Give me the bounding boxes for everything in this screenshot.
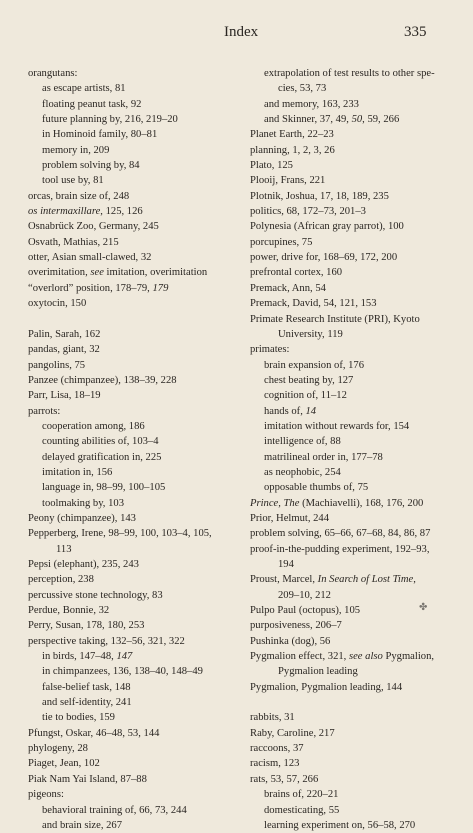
- italic-text: Prince, The: [250, 497, 300, 509]
- index-subentry: [250, 465, 458, 480]
- entry-text: toolmaking by, 103: [42, 497, 124, 509]
- index-entry: [28, 66, 234, 81]
- italic-text: 50: [351, 114, 363, 126]
- index-subentry: [250, 358, 458, 373]
- entry-text: and memory, 163, 233: [264, 98, 359, 110]
- index-entry: [28, 265, 234, 280]
- index-subentry: [28, 664, 234, 679]
- entry-text: University, 119: [278, 328, 343, 340]
- italic-text: In Search of Lost Time: [317, 574, 414, 586]
- entry-text: orcas, brain size of, 248: [28, 190, 130, 202]
- index-entry: [250, 158, 458, 173]
- index-subentry: [28, 710, 234, 725]
- entry-text: Pepsi (elephant), 235, 243: [28, 559, 139, 570]
- index-column-left: [28, 66, 234, 833]
- entry-text: racism, 123: [250, 758, 300, 770]
- entry-text: rats, 53, 57, 266: [250, 773, 319, 785]
- index-entry: [28, 250, 234, 265]
- entry-text: Primate Research Institute (PRI), Kyoto: [250, 313, 420, 325]
- entry-text: orangutans:: [28, 68, 78, 79]
- index-subentry: [250, 66, 458, 81]
- index-entry: [250, 235, 458, 250]
- index-entry: [28, 219, 234, 234]
- entry-text: Parr, Lisa, 18–19: [28, 390, 101, 402]
- entry-text: pigeons:: [28, 789, 64, 801]
- index-entry: [28, 741, 234, 756]
- entry-text: Pulpo Paul (octopus), 105: [250, 605, 361, 617]
- entry-text: , 59, 266: [362, 114, 400, 126]
- entry-text: counting abilities of, 103–4: [42, 436, 159, 448]
- index-entry: [28, 327, 234, 342]
- entry-text: brain expansion of, 176: [264, 359, 365, 371]
- index-entry: [28, 787, 234, 802]
- entry-text: Osnabrück Zoo, Germany, 245: [28, 221, 159, 233]
- running-header-title: Index: [224, 24, 259, 40]
- index-entry: [250, 680, 458, 695]
- entry-text: 209–10, 212: [278, 589, 331, 601]
- index-subentry: [28, 649, 234, 664]
- index-entry: [28, 204, 234, 219]
- index-entry: [250, 496, 458, 511]
- entry-text: in Hominoid family, 80–81: [42, 129, 158, 141]
- index-entry-continuation: [28, 542, 234, 557]
- entry-text: Plotnik, Joshua, 17, 18, 189, 235: [250, 190, 389, 202]
- entry-text: oxytocin, 150: [28, 298, 87, 310]
- index-subentry: [28, 450, 234, 465]
- entry-text: Raby, Caroline, 217: [250, 727, 335, 739]
- entry-text: prefrontal cortex, 160: [250, 267, 343, 279]
- index-entry-continuation: [250, 664, 458, 679]
- entry-text: politics, 68, 172–73, 201–3: [250, 206, 366, 218]
- index-entry: [250, 618, 458, 633]
- index-letter-gap: [250, 695, 458, 710]
- index-entry: [250, 710, 458, 725]
- entry-text: imitation in, 156: [42, 466, 113, 478]
- italic-text: see also: [348, 651, 383, 663]
- index-entry: [250, 127, 458, 142]
- index-entry: [250, 572, 458, 587]
- index-subentry: [28, 434, 234, 449]
- index-entry: [28, 235, 234, 250]
- entry-text: pangolins, 75: [28, 359, 86, 371]
- entry-text: primates:: [250, 344, 290, 356]
- entry-text: phylogeny, 28: [28, 743, 88, 755]
- entry-text: and self-identity, 241: [42, 697, 132, 709]
- index-entry: [250, 526, 458, 541]
- entry-text: Panzee (chimpanzee), 138–39, 228: [28, 374, 177, 386]
- index-subentry: [250, 480, 458, 495]
- italic-text: os intermaxillare: [28, 206, 101, 218]
- entry-text: Pepperberg, Irene, 98–99, 100, 103–4, 105,: [28, 528, 212, 540]
- entry-text: domesticating, 55: [264, 804, 340, 816]
- index-subentry: [28, 496, 234, 511]
- entry-text: chest beating by, 127: [264, 374, 354, 386]
- index-subentry: [28, 112, 234, 127]
- entry-text: Palin, Sarah, 162: [28, 328, 101, 340]
- index-entry-continuation: [250, 557, 458, 572]
- index-entry-continuation: [250, 588, 458, 603]
- index-entry: [250, 741, 458, 756]
- entry-text: delayed gratification in, 225: [42, 451, 162, 463]
- entry-text: otter, Asian small-clawed, 32: [28, 252, 152, 264]
- entry-text: false-belief task, 148: [42, 681, 131, 693]
- page-smudge-mark: ✤: [419, 602, 428, 613]
- index-subentry: [28, 127, 234, 142]
- index-entry: [28, 572, 234, 587]
- index-entry: [250, 143, 458, 158]
- index-entry: [250, 756, 458, 771]
- italic-text: 179: [152, 282, 169, 294]
- entry-text: overimitation,: [28, 267, 91, 279]
- entry-text: extrapolation of test results to other spe-: [264, 68, 435, 79]
- index-subentry: [250, 112, 458, 127]
- entry-text: as neophobic, 254: [264, 466, 341, 478]
- entry-text: Prior, Helmut, 244: [250, 512, 330, 524]
- entry-text: porcupines, 75: [250, 236, 313, 248]
- index-subentry: [250, 373, 458, 388]
- index-entry: [250, 173, 458, 188]
- entry-text: floating peanut task, 92: [42, 98, 142, 110]
- italic-text: 147: [116, 651, 133, 663]
- entry-text: Perdue, Bonnie, 32: [28, 605, 110, 617]
- index-subentry: [28, 818, 234, 833]
- entry-text: future planning by, 216, 219–20: [42, 114, 178, 126]
- entry-text: matrilineal order in, 177–78: [264, 451, 383, 463]
- entry-text: Plooij, Frans, 221: [250, 175, 326, 187]
- index-subentry: [250, 97, 458, 112]
- entry-text: tool use by, 81: [42, 175, 104, 187]
- index-entry: [250, 542, 458, 557]
- entry-text: language in, 98–99, 100–105: [42, 482, 166, 494]
- index-entry: [28, 388, 234, 403]
- index-entry: [28, 603, 234, 618]
- index-entry: [250, 296, 458, 311]
- entry-text: hands of,: [264, 405, 306, 417]
- index-entry: [250, 312, 458, 327]
- index-entry: [250, 649, 458, 664]
- entry-text: Pygmalion, Pygmalion leading, 144: [250, 681, 403, 693]
- index-subentry: [28, 158, 234, 173]
- index-entry: [28, 189, 234, 204]
- entry-text: opposable thumbs of, 75: [264, 482, 369, 494]
- index-entry: [250, 772, 458, 787]
- entry-text: pandas, giant, 32: [28, 344, 100, 356]
- entry-text: power, drive for, 168–69, 172, 200: [250, 252, 398, 264]
- index-entry-continuation: [250, 327, 458, 342]
- index-entry: [250, 511, 458, 526]
- entry-text: ,: [413, 574, 416, 586]
- entry-text: cooperation among, 186: [42, 420, 145, 432]
- index-column-right: [250, 66, 458, 833]
- index-subentry: [28, 97, 234, 112]
- entry-text: planning, 1, 2, 3, 26: [250, 144, 335, 156]
- index-entry: [28, 588, 234, 603]
- entry-text: Osvath, Mathias, 215: [28, 236, 119, 248]
- entry-text: imitation, overimitation: [103, 267, 208, 279]
- index-subentry: [28, 695, 234, 710]
- entry-text: Plato, 125: [250, 160, 293, 172]
- entry-text: problem solving by, 84: [42, 160, 140, 172]
- index-entry: [250, 204, 458, 219]
- index-entry: [250, 634, 458, 649]
- entry-text: as escape artists, 81: [42, 83, 126, 95]
- entry-text: Polynesia (African gray parrot), 100: [250, 221, 404, 233]
- index-subentry: [250, 419, 458, 434]
- index-subentry: [28, 419, 234, 434]
- index-entry: [250, 726, 458, 741]
- index-entry: [28, 404, 234, 419]
- index-entry: [28, 772, 234, 787]
- index-entry: [250, 219, 458, 234]
- index-subentry: [250, 434, 458, 449]
- index-subentry: [28, 143, 234, 158]
- index-letter-gap: [28, 312, 234, 327]
- entry-text: brains of, 220–21: [264, 789, 339, 801]
- page-number: 335: [404, 24, 427, 40]
- index-subentry: [28, 803, 234, 818]
- index-entry: [28, 726, 234, 741]
- index-entry: [28, 511, 234, 526]
- entry-text: proof-in-the-pudding experiment, 192–93,: [250, 543, 430, 555]
- entry-text: Planet Earth, 22–23: [250, 129, 334, 141]
- index-subentry: [28, 480, 234, 495]
- entry-text: Premack, Ann, 54: [250, 282, 326, 294]
- entry-text: percussive stone technology, 83: [28, 589, 163, 601]
- entry-text: parrots:: [28, 405, 61, 417]
- entry-text: imitation without rewards for, 154: [264, 420, 410, 432]
- index-entry: [28, 358, 234, 373]
- entry-text: and brain size, 267: [42, 819, 123, 831]
- entry-text: memory in, 209: [42, 144, 110, 156]
- entry-text: Premack, David, 54, 121, 153: [250, 298, 377, 310]
- index-subentry: [250, 818, 458, 833]
- index-entry: [28, 296, 234, 311]
- index-entry: [250, 342, 458, 357]
- entry-text: Proust, Marcel,: [250, 574, 318, 586]
- italic-text: 14: [305, 405, 317, 417]
- entry-text: Pygmalion leading: [278, 666, 358, 678]
- index-subentry: [28, 173, 234, 188]
- index-subentry: [250, 404, 458, 419]
- index-entry: [28, 526, 234, 541]
- index-entry: [250, 189, 458, 204]
- index-entry: [28, 342, 234, 357]
- entry-text: Perry, Susan, 178, 180, 253: [28, 620, 145, 632]
- entry-text: learning experiment on, 56–58, 270: [264, 819, 416, 831]
- entry-text: perspective taking, 132–56, 321, 322: [28, 635, 185, 647]
- italic-text: see: [90, 267, 104, 279]
- index-subentry: [28, 465, 234, 480]
- entry-text: behavioral training of, 66, 73, 244: [42, 804, 187, 816]
- entry-text: cies, 53, 73: [278, 83, 327, 95]
- index-entry: [250, 250, 458, 265]
- entry-text: Pfungst, Oskar, 46–48, 53, 144: [28, 727, 160, 739]
- index-entry: [28, 557, 234, 572]
- entry-text: perception, 238: [28, 574, 94, 586]
- entry-text: purposiveness, 206–7: [250, 620, 342, 632]
- entry-text: Peony (chimpanzee), 143: [28, 512, 136, 524]
- entry-text: (Machiavelli), 168, 176, 200: [299, 497, 424, 509]
- index-subentry: [28, 680, 234, 695]
- index-subentry: [250, 450, 458, 465]
- entry-text: 113: [56, 543, 72, 555]
- index-subentry: [250, 803, 458, 818]
- index-entry: [28, 281, 234, 296]
- entry-text: problem solving, 65–66, 67–68, 84, 86, 87: [250, 528, 431, 540]
- entry-text: in birds, 147–48,: [42, 651, 117, 663]
- entry-text: raccoons, 37: [250, 743, 304, 755]
- entry-text: cognition of, 11–12: [264, 390, 347, 402]
- entry-text: tie to bodies, 159: [42, 712, 115, 724]
- index-entry: [28, 756, 234, 771]
- index-entry: [250, 281, 458, 296]
- index-subentry: [28, 81, 234, 96]
- entry-text: Pygmalion,: [382, 651, 435, 663]
- index-entry: [28, 373, 234, 388]
- index-subentry: [250, 388, 458, 403]
- entry-text: and Skinner, 37, 49,: [264, 114, 352, 126]
- entry-text: Piaget, Jean, 102: [28, 758, 100, 770]
- entry-text: , 125, 126: [100, 206, 143, 218]
- index-entry-continuation: [250, 81, 458, 96]
- entry-text: Pygmalion effect, 321,: [250, 651, 349, 663]
- entry-text: Pushinka (dog), 56: [250, 635, 331, 647]
- entry-text: intelligence of, 88: [264, 436, 341, 448]
- entry-text: Piak Nam Yai Island, 87–88: [28, 773, 147, 785]
- index-subentry: [250, 787, 458, 802]
- entry-text: “overlord” position, 178–79,: [28, 282, 153, 294]
- index-entry: [28, 618, 234, 633]
- index-entry: [250, 265, 458, 280]
- entry-text: in chimpanzees, 136, 138–40, 148–49: [42, 666, 203, 678]
- entry-text: 194: [278, 559, 294, 570]
- entry-text: rabbits, 31: [250, 712, 295, 724]
- index-entry: [28, 634, 234, 649]
